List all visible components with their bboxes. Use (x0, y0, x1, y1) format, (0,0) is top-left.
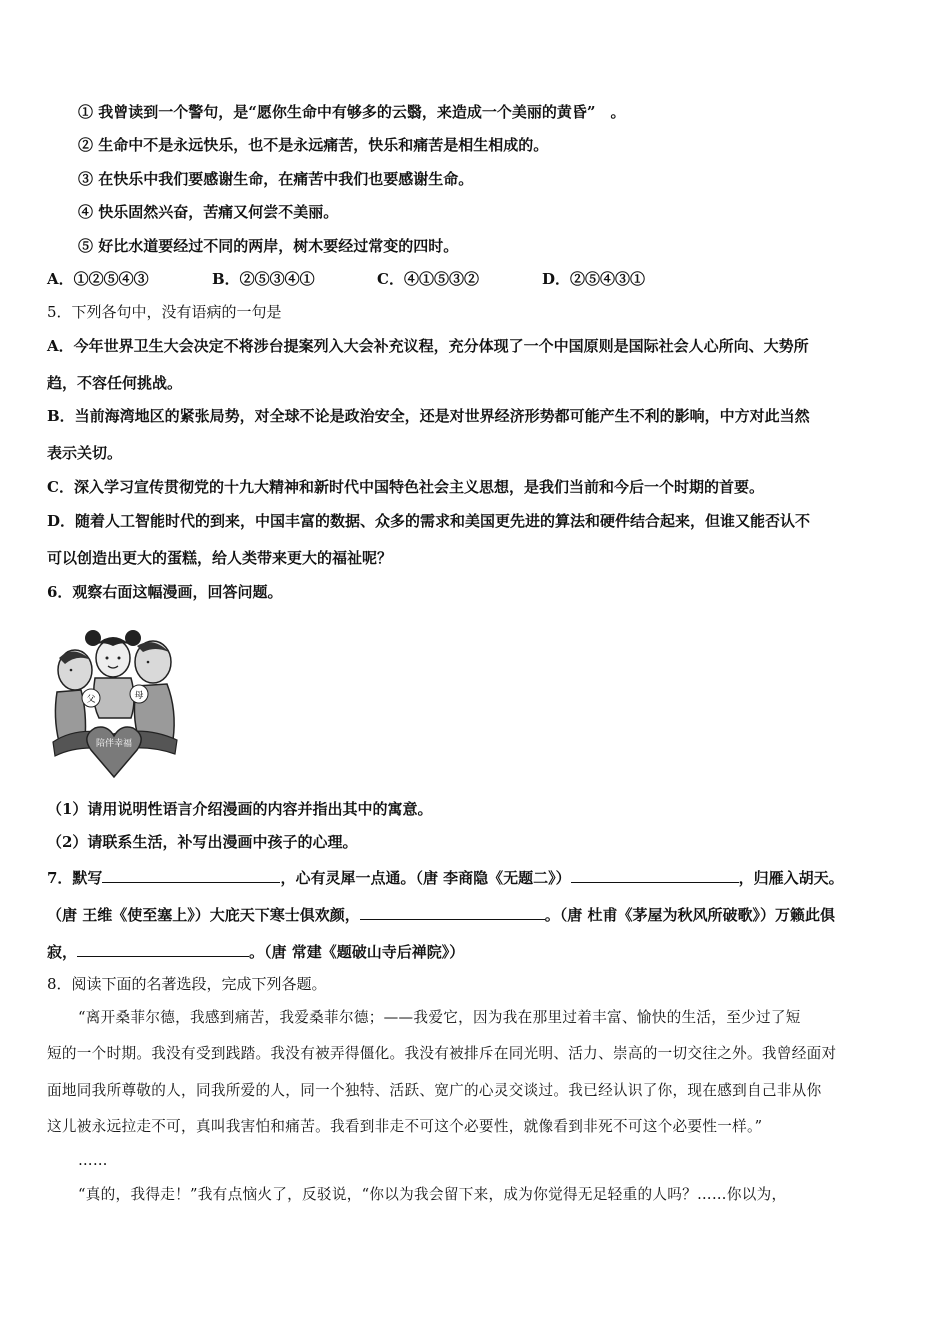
passage-line: 面地同我所尊敬的人，同我所爱的人，同一个独特、活跃、宽广的心灵交谈过。我已经认识了你，现在感到自己非从你 (47, 1082, 822, 1099)
q5-line: 表示关切。 (47, 444, 123, 462)
q4-option-c: C．④①⑤③② (377, 270, 479, 288)
q4-option-b: B．②⑤③④① (212, 270, 315, 288)
blank-4[interactable] (77, 940, 249, 957)
q4-sentence-5: ⑤ 好比水道要经过不同的两岸，树木要经过常变的四时。 (78, 237, 459, 255)
blank-1[interactable] (102, 866, 280, 883)
passage-line: “离开桑菲尔德，我感到痛苦，我爱桑菲尔德；——我爱它，因为我在那里过着丰富、愉快的生活，至少过了短 (78, 1009, 801, 1026)
q4-option-d: D．②⑤④③① (542, 270, 646, 288)
q7-number: 7．默写 (47, 869, 103, 887)
passage-line: 短的一个时期。我没有受到践踏。我没有被弄得僵化。我没有被排斥在同光明、活力、崇高的一切交往之外。我曾经面对 (47, 1045, 837, 1062)
family-cartoon-image (47, 622, 182, 782)
heart-text: 陪伴幸福 (95, 739, 133, 749)
q5-line: 趋，不容任何挑战。 (47, 374, 183, 392)
badge-mother: 母 (134, 691, 144, 701)
q6-stem: 6．观察右面这幅漫画，回答问题。 (47, 583, 283, 601)
q4-option-a: A．①②⑤④③ (47, 270, 149, 288)
q5-line: 可以创造出更大的蛋糕，给人类带来更大的福祉呢？ (47, 549, 393, 567)
q5-line: C．深入学习宣传贯彻党的十九大精神和新时代中国特色社会主义思想，是我们当前和今后一个时期的首要。 (47, 478, 764, 496)
blank-3[interactable] (360, 903, 545, 920)
badge-father: 父 (86, 695, 96, 705)
q5-stem: 5．下列各句中，没有语病的一句是 (47, 303, 282, 321)
q5-line: D．随着人工智能时代的到来，中国丰富的数据、众多的需求和美国更先进的算法和硬件结合起来，但谁又能否认不 (47, 512, 811, 530)
q4-sentence-1: ① 我曾读到一个警句，是“愿你生命中有够多的云翳，来造成一个美丽的黄昏” 。 (78, 103, 626, 121)
q7-line-1: 7．默写 ，心有灵犀一点通。（唐 李商隐《无题二》） ，归雁入胡天。 (47, 866, 844, 888)
q4-sentence-4: ④ 快乐固然兴奋，苦痛又何尝不美丽。 (78, 203, 339, 221)
passage-ellipsis: …… (78, 1152, 108, 1169)
passage-line: “真的，我得走！”我有点恼火了，反驳说，“你以为我会留下来，成为你觉得无足轻重的人吗？……你以为， (78, 1186, 787, 1203)
blank-2[interactable] (571, 866, 739, 883)
q6-sub2: （2）请联系生活，补写出漫画中孩子的心理。 (47, 833, 358, 851)
q4-sentence-2: ② 生命中不是永远快乐，也不是永远痛苦，快乐和痛苦是相生相成的。 (78, 136, 549, 154)
q5-line: A．今年世界卫生大会决定不将涉台提案列入大会补充议程，充分体现了一个中国原则是国际社会人心所向、大势所 (47, 337, 809, 355)
q7-line-3: 寂， 。（唐 常建《题破山寺后禅院》） (47, 940, 464, 962)
q5-line: B．当前海湾地区的紧张局势，对全球不论是政治安全，还是对世界经济形势都可能产生不利的影响，中方对此当然 (47, 407, 810, 425)
q6-sub1: （1）请用说明性语言介绍漫画的内容并指出其中的寓意。 (47, 800, 433, 818)
q4-sentence-3: ③ 在快乐中我们要感谢生命，在痛苦中我们也要感谢生命。 (78, 170, 474, 188)
q8-stem: 8．阅读下面的名著选段，完成下列各题。 (47, 975, 327, 993)
q7-line-2: （唐 王维《使至塞上》）大庇天下寒士俱欢颜， 。（唐 杜甫《茅屋为秋风所破歌》）万籁此俱 (47, 903, 835, 925)
passage-line: 这儿被永远拉走不可，真叫我害怕和痛苦。我看到非走不可这个必要性，就像看到非死不可这个必要性一样。” (47, 1118, 763, 1135)
